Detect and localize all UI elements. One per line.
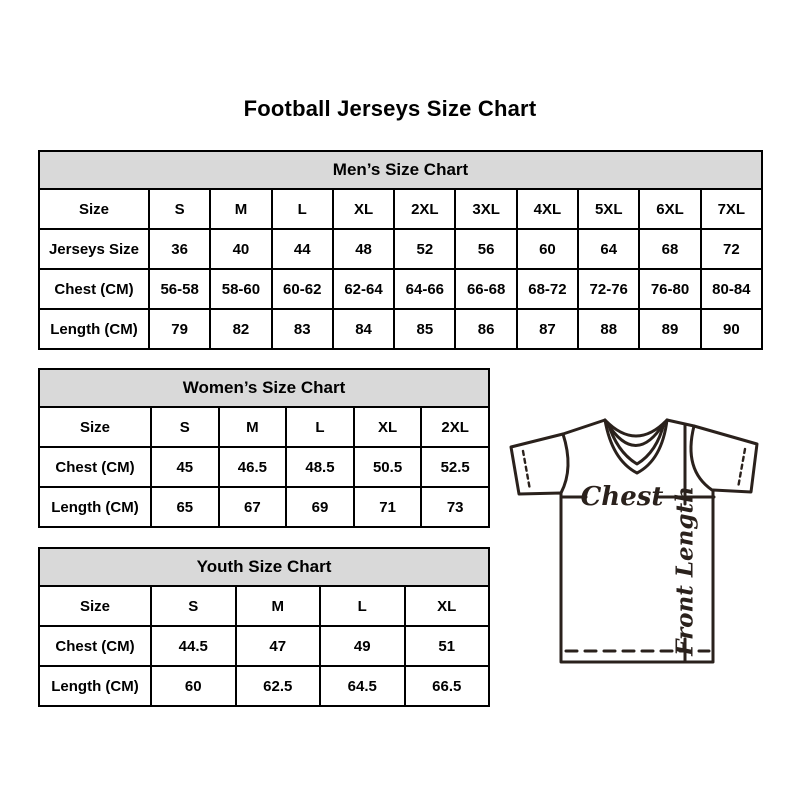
men-value-cell: 56-58: [149, 269, 210, 309]
men-value-cell: 62-64: [333, 269, 394, 309]
men-value-cell: 36: [149, 229, 210, 269]
women-value-cell: S: [151, 407, 219, 447]
men-value-cell: 87: [517, 309, 578, 349]
men-value-cell: 83: [272, 309, 333, 349]
women-value-cell: M: [219, 407, 287, 447]
women-value-cell: 71: [354, 487, 422, 527]
youth-table-row: [39, 586, 489, 626]
men-table-row: [39, 229, 762, 269]
youth-value-cell: 64.5: [320, 666, 405, 706]
right-cuff-stitch: [738, 449, 745, 488]
men-row-label: Length (CM): [39, 309, 149, 349]
men-value-cell: L: [272, 189, 333, 229]
jersey-outline: [511, 420, 757, 662]
women-value-cell: 65: [151, 487, 219, 527]
men-value-cell: M: [210, 189, 271, 229]
youth-value-cell: M: [236, 586, 321, 626]
left-cuff-stitch: [523, 451, 530, 490]
youth-table-title: Youth Size Chart: [39, 548, 489, 586]
women-row-label: Size: [39, 407, 151, 447]
womens-size-table: [38, 368, 490, 528]
mens-size-table: [38, 150, 763, 350]
men-value-cell: 4XL: [517, 189, 578, 229]
men-value-cell: 66-68: [455, 269, 516, 309]
youth-value-cell: 62.5: [236, 666, 321, 706]
women-table-row: [39, 407, 489, 447]
men-value-cell: 6XL: [639, 189, 700, 229]
women-value-cell: L: [286, 407, 354, 447]
women-value-cell: 67: [219, 487, 287, 527]
men-value-cell: 5XL: [578, 189, 639, 229]
youth-value-cell: XL: [405, 586, 490, 626]
youth-value-cell: 66.5: [405, 666, 490, 706]
youth-row-label: Length (CM): [39, 666, 151, 706]
men-value-cell: 64: [578, 229, 639, 269]
men-value-cell: 89: [639, 309, 700, 349]
men-value-cell: 2XL: [394, 189, 455, 229]
youth-row-label: Size: [39, 586, 151, 626]
women-table-title: Women’s Size Chart: [39, 369, 489, 407]
women-table-row: [39, 447, 489, 487]
men-value-cell: S: [149, 189, 210, 229]
men-value-cell: 48: [333, 229, 394, 269]
men-value-cell: 84: [333, 309, 394, 349]
women-value-cell: XL: [354, 407, 422, 447]
men-value-cell: 40: [210, 229, 271, 269]
men-value-cell: 3XL: [455, 189, 516, 229]
front-length-label: Front Length: [671, 486, 699, 656]
women-table-row: [39, 487, 489, 527]
page-title: Football Jerseys Size Chart: [243, 96, 537, 121]
right-seam: [691, 426, 712, 490]
men-value-cell: 52: [394, 229, 455, 269]
chest-label: Chest: [580, 482, 664, 512]
youth-table-row: [39, 666, 489, 706]
men-value-cell: XL: [333, 189, 394, 229]
men-value-cell: 7XL: [701, 189, 762, 229]
youth-value-cell: 51: [405, 626, 490, 666]
women-value-cell: 45: [151, 447, 219, 487]
men-value-cell: 72-76: [578, 269, 639, 309]
youth-value-cell: 49: [320, 626, 405, 666]
youth-row-label: Chest (CM): [39, 626, 151, 666]
left-seam: [561, 434, 568, 493]
youth-value-cell: 44.5: [151, 626, 236, 666]
men-value-cell: 79: [149, 309, 210, 349]
women-row-label: Chest (CM): [39, 447, 151, 487]
youth-value-cell: L: [320, 586, 405, 626]
men-row-label: Jerseys Size: [39, 229, 149, 269]
men-value-cell: 60-62: [272, 269, 333, 309]
men-row-label: Size: [39, 189, 149, 229]
women-value-cell: 48.5: [286, 447, 354, 487]
women-value-cell: 46.5: [219, 447, 287, 487]
men-value-cell: 68-72: [517, 269, 578, 309]
men-value-cell: 85: [394, 309, 455, 349]
men-row-label: Chest (CM): [39, 269, 149, 309]
youth-value-cell: S: [151, 586, 236, 626]
men-value-cell: 64-66: [394, 269, 455, 309]
women-row-label: Length (CM): [39, 487, 151, 527]
men-value-cell: 56: [455, 229, 516, 269]
jersey-measurement-diagram: [495, 400, 790, 700]
youth-value-cell: 47: [236, 626, 321, 666]
men-table-row: [39, 309, 762, 349]
men-value-cell: 86: [455, 309, 516, 349]
men-value-cell: 60: [517, 229, 578, 269]
women-value-cell: 73: [421, 487, 489, 527]
men-table-row: [39, 269, 762, 309]
men-value-cell: 68: [639, 229, 700, 269]
women-value-cell: 52.5: [421, 447, 489, 487]
men-value-cell: 58-60: [210, 269, 271, 309]
men-value-cell: 76-80: [639, 269, 700, 309]
men-table-title: Men’s Size Chart: [39, 151, 762, 189]
women-value-cell: 50.5: [354, 447, 422, 487]
men-value-cell: 72: [701, 229, 762, 269]
youth-value-cell: 60: [151, 666, 236, 706]
youth-size-table: [38, 547, 490, 707]
men-value-cell: 44: [272, 229, 333, 269]
women-value-cell: 69: [286, 487, 354, 527]
men-value-cell: 88: [578, 309, 639, 349]
men-value-cell: 80-84: [701, 269, 762, 309]
women-value-cell: 2XL: [421, 407, 489, 447]
men-value-cell: 90: [701, 309, 762, 349]
men-table-row: [39, 189, 762, 229]
youth-table-row: [39, 626, 489, 666]
men-value-cell: 82: [210, 309, 271, 349]
